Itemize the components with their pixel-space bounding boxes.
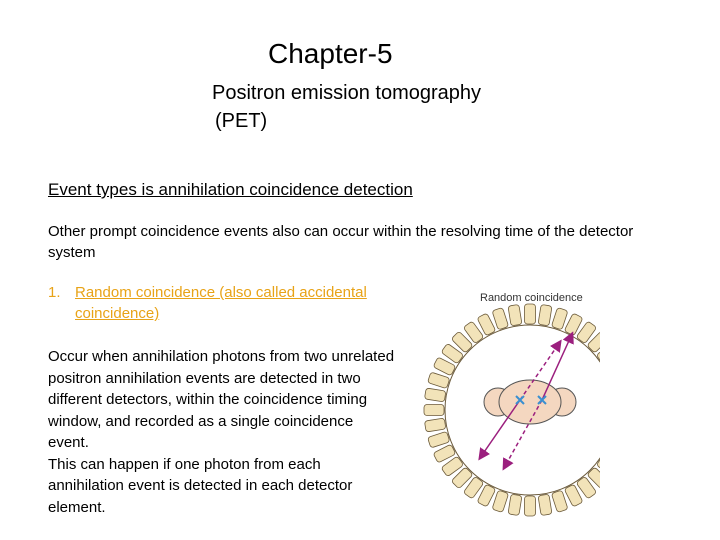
detector-element [427, 372, 449, 389]
description-paragraph-2: This can happen if one photon from each annihilation event is detected in each detector element. [48, 455, 353, 516]
detector-element [492, 307, 509, 329]
subtitle-line-2: (PET) [215, 110, 268, 132]
detector-element [525, 496, 536, 516]
random-coincidence-figure [420, 282, 600, 527]
detector-element [525, 304, 536, 324]
section-heading: Event types is annihilation coincidence detection [48, 180, 413, 199]
list-item-link[interactable]: Random coincidence (also called accidental coincidence) [75, 284, 367, 322]
detector-element [538, 304, 552, 325]
detector-element [427, 431, 449, 448]
detector-element [551, 307, 568, 329]
detector-element [508, 304, 522, 325]
list-item [48, 282, 408, 324]
detector-element [424, 405, 444, 416]
list-item-number: 1. [48, 284, 61, 301]
detector-element [508, 494, 522, 515]
subtitle-line-1: Positron emission tomography [212, 82, 482, 104]
pet-detector-ring-diagram-icon [420, 282, 600, 522]
detector-element [551, 490, 568, 512]
intro-paragraph: Other prompt coincidence events also can occur within the resolving time of the detector system [48, 223, 634, 261]
figure-label: Random coincidence [480, 292, 583, 304]
description [48, 346, 398, 518]
description-paragraph-1: Occur when annihilation photons from two unrelated positron annihilation events are detected in two different detectors, within the coincidence timing window, and recorded as a single coincidence event. [48, 348, 395, 451]
detector-element [424, 388, 445, 402]
detector-element [492, 490, 509, 512]
detector-element [424, 418, 445, 432]
chapter-title: Chapter-5 [268, 38, 393, 69]
detector-element [538, 494, 552, 515]
